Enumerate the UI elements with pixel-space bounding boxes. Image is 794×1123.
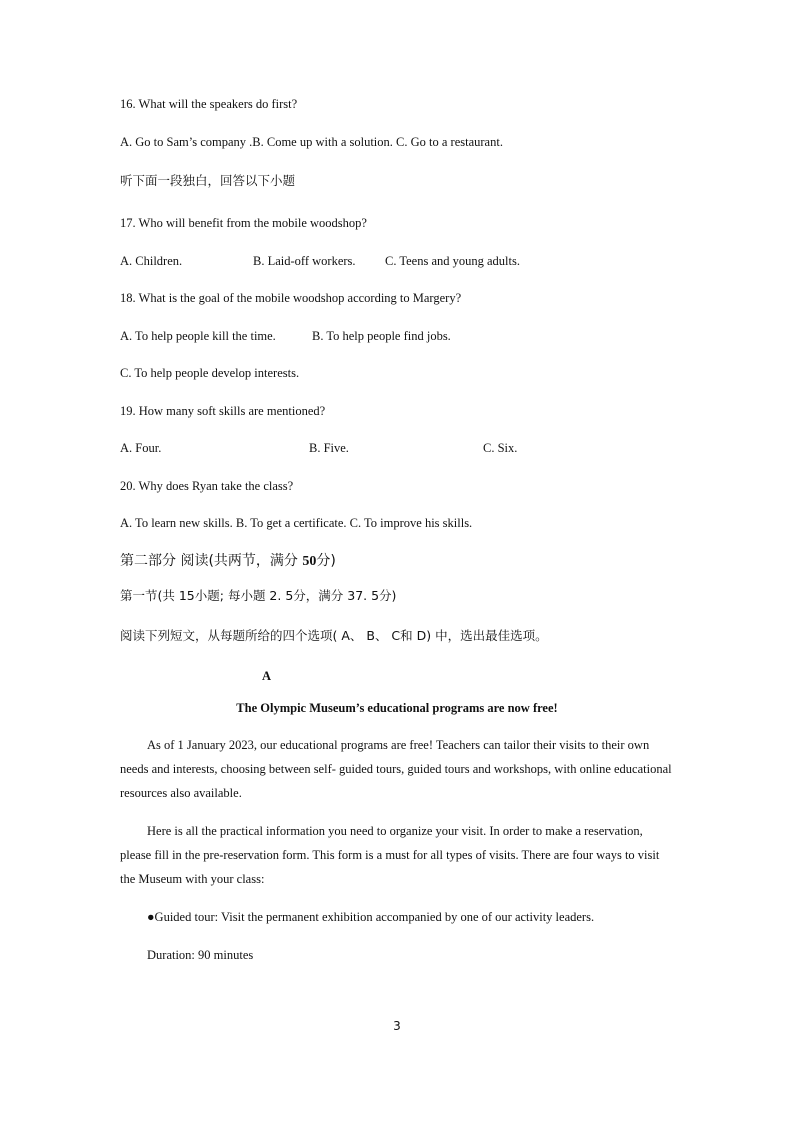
option-a: A. Children. [120,254,183,268]
section-one-heading: 第一节(共 15小题; 每小题 2. 5分，满分 37. 5分) [120,588,397,603]
passage-letter: A [262,669,272,683]
passage-title: The Olympic Museum’s educational programs are now free! [236,701,558,715]
passage-paragraph-1: As of 1 January 2023, our educational programs are free! Teachers can tailor their visits to their own needs and interests, choosing between self- guided tours, guided tours and workshops, with online educational resources also available. [120,738,672,800]
part-two-score: 50 [302,554,317,569]
option-c: C. Teens and young adults. [385,254,520,268]
question-20-stem: 20. Why does Ryan take the class? [120,479,294,493]
question-16-stem: 16. What will the speakers do first? [120,97,298,111]
part-two-heading-text: 第二部分 阅读(共两节，满分 [120,553,303,569]
question-18-stem: 18. What is the goal of the mobile woodshop according to Margery? [120,291,462,305]
guided-tour-bullet: ●Guided tour: Visit the permanent exhibition accompanied by one of our activity leaders. [147,910,595,924]
option-b: B. Laid-off workers. [253,254,356,268]
option-a: A. Four. [120,441,162,455]
page-number: 3 [393,1019,401,1033]
option-c: C. Six. [483,441,518,455]
question-20-options: A. To learn new skills. B. To get a certificate. C. To improve his skills. [120,516,473,530]
part-two-heading [120,553,336,570]
part-two-heading-end: 分) [316,553,336,569]
duration-line: Duration: 90 minutes [147,948,254,962]
question-19-stem: 19. How many soft skills are mentioned? [120,404,326,418]
option-b: B. To help people find jobs. [312,329,451,343]
option-b: B. Five. [309,441,349,455]
passage-paragraph-2: Here is all the practical information you need to organize your visit. In order to make a reservation, please fill in the pre-reservation form. This form is a must for all types of visits. There are four ways to visit the Museum with your class: [120,824,660,886]
monologue-instruction: 听下面一段独白，回答以下小题 [120,173,296,188]
question-18-option-c: C. To help people develop interests. [120,366,300,380]
option-a: A. To help people kill the time. [120,329,276,343]
question-17-stem: 17. Who will benefit from the mobile woodshop? [120,216,367,230]
question-16-options: A. Go to Sam’s company .B. Come up with a solution. C. Go to a restaurant. [120,135,503,149]
reading-instruction: 阅读下列短文，从每题所给的四个选项( A、 B、 C和 D) 中，选出最佳选项。 [120,628,548,643]
